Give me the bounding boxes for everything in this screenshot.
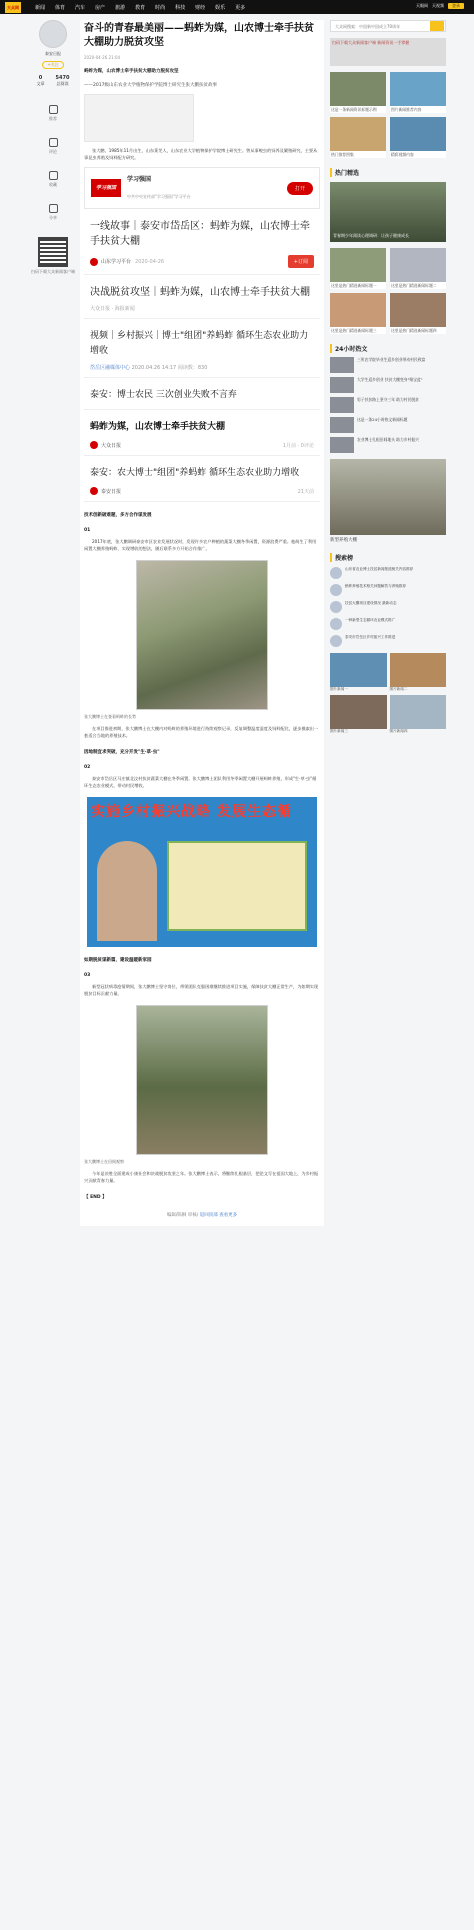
item-title: 这是一条24小时热文新闻标题 (357, 417, 408, 422)
related-info: 大众日报 · 海报新闻 (90, 306, 135, 312)
article-lead: 蚂蚱为媒，山农博士牵手扶贫大棚助力脱贫攻坚 (84, 69, 179, 74)
related-title[interactable]: 决战脱贫攻坚｜蚂蚱为媒，山农博士牵手扶贫大棚 (90, 287, 310, 298)
article-header-image (84, 94, 194, 142)
thumb-image (390, 695, 447, 729)
rural-revitalization-banner (87, 797, 317, 947)
article-title: 奋斗的青春最美丽——蚂蚱为媒，山农博士牵手扶贫大棚助力脱贫攻坚 (84, 23, 314, 48)
favorite-action[interactable] (31, 171, 75, 188)
qr-caption: 扫码下载大众新闻客户端 (31, 269, 75, 274)
grid-thumb[interactable] (390, 248, 446, 289)
item-title: 大学生返乡创业 扶贫大棚变身"聚宝盆" (357, 377, 423, 382)
open-app-button[interactable]: 打开 (287, 182, 313, 195)
thumb-caption: 这是一条新闻资讯标题示例 (331, 107, 377, 112)
item-avatar (330, 601, 342, 613)
list-item[interactable] (330, 357, 446, 373)
side-actions (31, 105, 75, 221)
hot-picks-feature[interactable] (330, 182, 446, 242)
list-item[interactable] (330, 584, 446, 596)
related-title[interactable]: 泰安：博士农民 三次创业失败不言弃 (90, 390, 237, 400)
section-heading: 技术创新破难题，多方合作谋发展 (84, 513, 152, 518)
like-action[interactable] (31, 105, 75, 122)
thumb-caption: 图片新闻二 (389, 687, 408, 691)
source-logo-icon (90, 441, 98, 449)
xuexi-text (127, 174, 287, 202)
thumb-image (390, 248, 446, 282)
list-item[interactable] (330, 437, 446, 453)
source-name: 泰安日报 (101, 488, 122, 495)
share-icon (49, 204, 58, 213)
qr-code (38, 237, 68, 267)
nav-item-entertainment[interactable]: 娱乐 (215, 4, 226, 11)
right-sidebar (330, 20, 446, 734)
nav-item-fashion[interactable]: 时尚 (155, 4, 166, 11)
related-title[interactable]: 泰安：农大博士"组团"养蚂蚱 循环生态农业助力增收 (90, 468, 300, 478)
site-logo[interactable]: 大众网 (5, 2, 21, 13)
related-card[interactable] (84, 460, 320, 502)
editor-info: 编辑/陈桐 审核/ (166, 1213, 199, 1218)
stat-value: 5470 (55, 75, 70, 81)
list-item[interactable] (330, 567, 446, 579)
nav-item-tech[interactable]: 科技 (175, 4, 186, 11)
thumb-caption: 图片新闻四 (389, 729, 408, 733)
grid-thumb[interactable] (330, 248, 386, 289)
like-label: 推荐 (49, 116, 57, 121)
item-title: 山东省农业博士扶贫新闻报道相关内容推荐 (345, 567, 414, 571)
source-date: 21天前 (297, 488, 314, 495)
sidebar-ad[interactable]: 扫码下载大众新闻客户端 新闻资讯一手掌握 (330, 38, 446, 66)
article-subtitle: ——2017级山东农业大学植物保护学院博士研究生张大鹏扶贫故事 (84, 83, 217, 88)
related-source (90, 487, 314, 495)
list-item[interactable] (330, 635, 446, 647)
banner-person (97, 841, 157, 941)
author-sidebar (31, 20, 75, 275)
nav-item-education[interactable]: 教育 (135, 4, 146, 11)
item-avatar (330, 635, 342, 647)
thumb-caption: 图片新闻推荐内容 (391, 107, 422, 112)
comment-action[interactable] (31, 138, 75, 155)
thumb-caption: 这里是热门精选新闻标题二 (391, 283, 437, 288)
item-thumb (330, 377, 354, 393)
grid-thumb[interactable] (330, 72, 386, 113)
author-stats (31, 75, 75, 87)
item-title: 一种新型生态循环农业模式推广 (345, 618, 396, 622)
see-more-link[interactable]: 查看更多 (219, 1213, 238, 1218)
section-number: 03 (84, 973, 91, 978)
tianshipin-link[interactable]: 天视频 (432, 3, 444, 8)
list-item[interactable] (330, 618, 446, 630)
search-rank-list (330, 567, 446, 647)
thumb-image (330, 248, 386, 282)
star-icon (49, 171, 58, 180)
xuexi-desc: 中共中央宣传部"学习强国"学习平台 (127, 194, 191, 199)
grid-thumb[interactable] (330, 293, 386, 334)
grid-thumb[interactable] (390, 117, 446, 158)
item-avatar (330, 618, 342, 630)
article-footer (84, 1212, 320, 1218)
comment-label: 评论 (49, 149, 57, 154)
author-name[interactable]: 泰安日报 (45, 51, 61, 56)
photo-caption: 张大鹏博士在田间观察 (84, 1159, 124, 1164)
search-button[interactable] (430, 21, 444, 31)
back-to-top-link[interactable]: 返回顶部 (199, 1213, 218, 1218)
grid-thumb[interactable] (390, 695, 447, 734)
thumb-image (330, 653, 387, 687)
hot-24h-heading: 24小时热文 (330, 344, 446, 353)
related-title[interactable]: 视频｜乡村振兴｜博士"组团"养蚂蚱 循环生态农业助力增收 (90, 331, 309, 356)
search-rank-heading: 搜索榜 (330, 553, 446, 562)
source-logo-icon (90, 258, 98, 266)
section-heading: 因地制宜求突破，充分开发"生·草·虫" (84, 750, 160, 755)
nav-item-sports[interactable]: 体育 (55, 4, 66, 11)
search-box (330, 20, 446, 32)
comment-icon (49, 138, 58, 147)
stat-label: 文章 (36, 81, 45, 86)
item-thumb (330, 357, 354, 373)
nav-item-more[interactable]: 更多 (235, 4, 246, 11)
grid-thumb[interactable] (390, 653, 447, 692)
related-info (90, 364, 314, 371)
stat-articles (37, 75, 45, 87)
item-title: 泰安市岱岳区乡村振兴工作推进 (345, 635, 396, 639)
list-item[interactable] (330, 397, 446, 413)
thumb-image (390, 293, 446, 327)
greenhouse-photo (136, 560, 268, 710)
banner-title: 实施乡村振兴战略 发展生态循 (91, 804, 292, 820)
grid-thumb[interactable] (390, 72, 446, 113)
subscribe-button[interactable]: +订阅 (288, 255, 314, 268)
related-card[interactable] (84, 382, 320, 410)
list-item[interactable] (330, 601, 446, 613)
share-action[interactable] (31, 204, 75, 221)
nav-item-auto[interactable]: 汽车 (75, 4, 86, 11)
section-number: 02 (84, 765, 91, 770)
feature-caption: 青春期少年阅读心理调研：让孩子健康成长 (333, 233, 409, 238)
top-right-links (416, 3, 464, 9)
item-title: 农业博士扎根田间地头 助力乡村振兴 (357, 437, 419, 442)
thumb-caption: 精彩视频内容 (391, 152, 414, 157)
item-title: 扶贫大棚项目建设情况 最新动态 (345, 601, 397, 605)
source-name: 山东学习平台 (101, 259, 132, 265)
source-name: 大众日报 (101, 442, 122, 449)
related-card[interactable] (84, 323, 320, 378)
item-avatar (330, 567, 342, 579)
article-paragraph: 泰安市岱岳区马庄镇北汶村扶贫蔬菜大棚在冬季闲置。张大鹏博士团队利用冬季闲置大棚开展蚂蚱养殖，形成"生·草·虫"循环生态农业模式，带动村民增收。 (84, 776, 317, 788)
thumb-up-icon (49, 105, 58, 114)
grid-thumb[interactable] (330, 117, 386, 158)
xuexi-qiangguo-card[interactable] (84, 167, 320, 209)
xuexi-name: 学习强国 (127, 176, 152, 183)
grid-thumb[interactable] (330, 653, 387, 692)
top-navigation-bar (0, 0, 474, 14)
image-grid (330, 72, 446, 158)
hot-24h-list (330, 357, 446, 453)
featured-caption: 新型养殖大棚 (330, 538, 357, 543)
thumb-image (390, 653, 447, 687)
thumb-image (330, 72, 386, 106)
app-qr-box (31, 237, 75, 275)
article-paragraph: 张大鹏，1985年11月出生，山东莱芜人，山东农业大学植物保护学院博士研究生。曾从事蝗虫的饲养及繁殖研究，主要从事昆虫养殖及饲料配方研究。 (84, 148, 318, 160)
source-link[interactable]: 岱岳区融媒体中心 (90, 365, 131, 371)
hot-picks-heading: 热门精选 (330, 168, 446, 177)
article-meta: 2020-04-26 21:04 (84, 55, 121, 60)
nav-item-house[interactable]: 房产 (95, 4, 106, 11)
thumb-caption: 这里是热门精选新闻标题三 (331, 328, 377, 333)
banner-diagram (167, 841, 307, 931)
item-thumb (330, 397, 354, 413)
article-paragraph: 新型冠状病毒疫情期间，张大鹏博士坚守岗位，带领团队克服困难继续推进项目实施，保障扶贫大棚正常生产，为如期实现脱贫目标贡献力量。 (84, 984, 319, 996)
related-source (90, 255, 314, 268)
follow-button[interactable]: +关注 (42, 61, 64, 69)
stat-value: 0 (38, 75, 43, 81)
article-paragraph: 在项目推进初期，张大鹏博士在大棚内对蚂蚱的养殖环境进行持续观察记录，反复调整温度湿度及饲料配比，逐步摸索出一套适合当地的养殖技术。 (84, 726, 319, 738)
thumb-image (390, 72, 446, 106)
source-date: 2020-04-26 (135, 258, 165, 265)
item-thumb (330, 417, 354, 433)
featured-image[interactable] (330, 459, 446, 535)
item-thumb (330, 437, 354, 453)
item-title: 三所农学院毕业生返乡创业带动村民致富 (357, 357, 426, 362)
login-button[interactable]: 登录 (448, 3, 464, 9)
photo-caption: 张大鹏博士在查看蚂蚱的长势 (84, 714, 136, 719)
grid-thumb[interactable] (330, 695, 387, 734)
thumb-caption: 这里是热门精选新闻标题一 (331, 283, 377, 288)
stat-reads (56, 75, 70, 87)
related-card[interactable] (84, 213, 320, 275)
article-main (80, 20, 324, 1226)
tianyan-link[interactable]: 天眼网 (416, 3, 428, 8)
source-logo-icon (90, 487, 98, 495)
thumb-image (330, 695, 387, 729)
field-photo (136, 1005, 268, 1155)
thumb-caption: 图片新闻三 (330, 729, 348, 733)
article-paragraph: 今年是决胜全面建成小康社会和决战脱贫攻坚之年。张大鹏博士表示，将继续扎根基层，把论文写在祖国大地上，为乡村振兴贡献青春力量。 (84, 1171, 319, 1183)
list-item[interactable] (330, 377, 446, 393)
nav-item-news[interactable]: 新闻 (35, 4, 46, 11)
stat-label: 总阅读 (56, 81, 69, 86)
grid-thumb[interactable] (390, 293, 446, 334)
author-avatar[interactable] (39, 20, 67, 48)
xuexi-logo: 学习强国 (91, 179, 121, 197)
nav-item-travel[interactable]: 旅游 (115, 4, 126, 11)
section-heading: 如期脱贫谋新篇，建设温暖新家园 (84, 958, 152, 963)
share-label: 分享 (49, 215, 57, 220)
bottom-image-grid (330, 653, 446, 734)
related-card[interactable] (84, 414, 320, 456)
article-end: 【 END 】 (84, 1195, 107, 1200)
thumb-caption: 这里是热门精选新闻标题四 (391, 328, 437, 333)
main-nav (35, 4, 255, 11)
source-date: 1月前 · 0评论 (282, 442, 314, 449)
favorite-label: 收藏 (49, 182, 57, 187)
thumb-image (390, 117, 446, 151)
related-card[interactable] (84, 279, 320, 319)
related-source (90, 441, 314, 449)
thumb-image (330, 293, 386, 327)
search-input[interactable] (331, 24, 430, 29)
list-item[interactable] (330, 417, 446, 433)
item-title: 蚂蚱养殖技术相关问题解答与养殖推荐 (345, 584, 407, 588)
item-avatar (330, 584, 342, 596)
related-title[interactable]: 一线故事｜泰安市岱岳区：蚂蚱为媒，山农博士牵手扶贫大棚 (90, 221, 310, 247)
thumb-caption: 热门推荐图集 (331, 152, 354, 157)
item-title: 男子扶贫路上坚守三年 助力村民脱贫 (357, 397, 419, 402)
thumb-image (330, 117, 386, 151)
section-number: 01 (84, 528, 91, 533)
related-title[interactable]: 蚂蚱为媒，山农博士牵手扶贫大棚 (90, 422, 226, 432)
thumb-caption: 图片新闻一 (330, 687, 348, 691)
read-count: 2020.04.26 14:17 阅读数：830 (131, 365, 208, 371)
article-paragraph: 2017年底，张大鹏调研泰安市区农业发展状况时，发现许多农户种植的蔬菜大棚冬季闲置，资源浪费严重。他萌生了利用闲置大棚养殖蚂蚱、实现增收的想法，随后联系多方开始合作推广。 (84, 539, 317, 551)
hot-picks-grid (330, 248, 446, 334)
nav-item-finance[interactable]: 财经 (195, 4, 206, 11)
